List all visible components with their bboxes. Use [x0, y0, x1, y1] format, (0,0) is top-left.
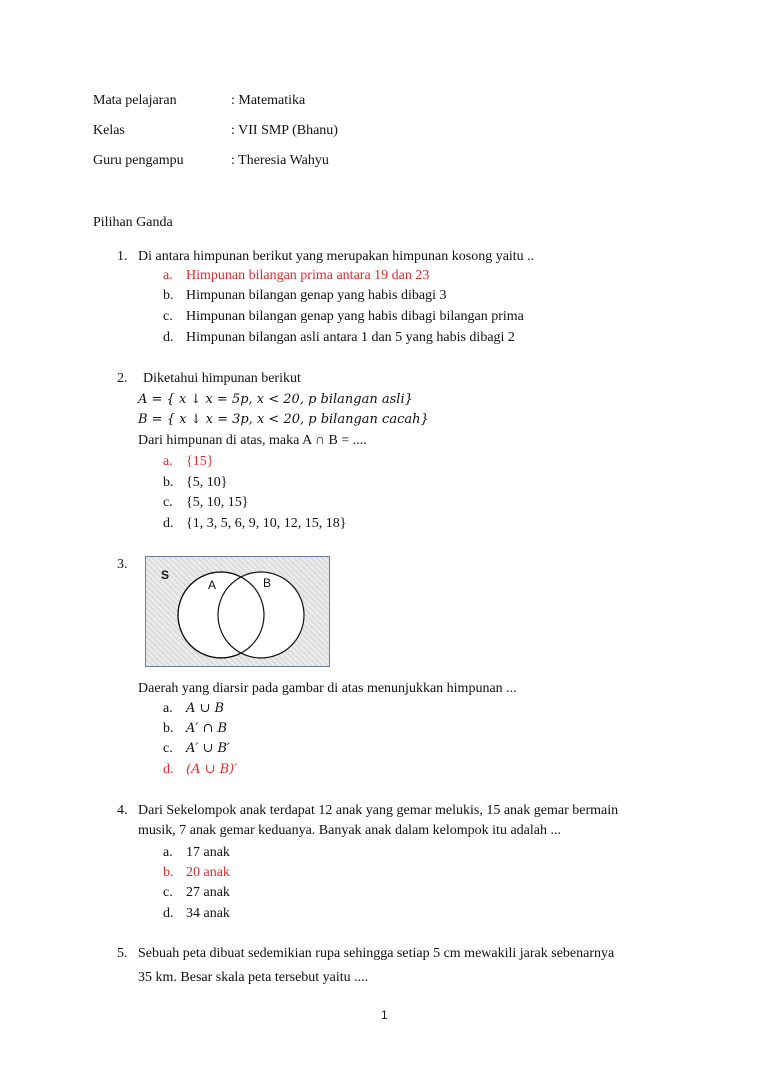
q3-option-b: A′ ∩ B — [186, 721, 228, 736]
q2-question: Dari himpunan di atas, maka A ∩ B = .... — [138, 433, 367, 448]
q2-option-d-letter: d. — [163, 516, 174, 531]
q3-text: Daerah yang diarsir pada gambar di atas menunjukkan himpunan ... — [138, 681, 517, 696]
q2-number: 2. — [117, 371, 128, 386]
q4-option-d-letter: d. — [163, 906, 174, 921]
q2-set-a: A = { x ↓ x = 5p, x < 20, p bilangan asli} — [138, 392, 413, 407]
q3-option-a-letter: a. — [163, 701, 173, 716]
q4-option-d: 34 anak — [186, 906, 230, 921]
q2-text: Diketahui himpunan berikut — [143, 371, 301, 386]
q5-line2: 35 km. Besar skala peta tersebut yaitu .... — [138, 970, 369, 985]
q1-option-c: Himpunan bilangan genap yang habis dibagi bilangan prima — [186, 309, 524, 324]
q3-option-b-letter: b. — [163, 721, 174, 736]
q4-option-b: 20 anak — [186, 865, 230, 880]
q2-option-c-letter: c. — [163, 495, 173, 510]
q2-option-a-letter: a. — [163, 454, 173, 469]
q3-number: 3. — [117, 557, 128, 572]
q2-option-a: {15} — [186, 454, 214, 469]
q3-option-d: (A ∪ B)′ — [186, 762, 238, 777]
q1-option-a-letter: a. — [163, 268, 173, 283]
subject-label: Mata pelajaran — [93, 93, 177, 108]
venn-universe-label: S — [161, 568, 170, 582]
q4-option-a: 17 anak — [186, 845, 230, 860]
q1-text: Di antara himpunan berikut yang merupakan himpunan kosong yaitu .. — [138, 249, 535, 264]
q4-option-a-letter: a. — [163, 845, 173, 860]
q4-option-c: 27 anak — [186, 885, 230, 900]
circle-b — [218, 572, 304, 658]
q3-option-d-letter: d. — [163, 762, 174, 777]
q1-option-d-letter: d. — [163, 330, 174, 345]
venn-a-label: A — [208, 578, 217, 592]
class-value: : VII SMP (Bhanu) — [231, 123, 338, 138]
q2-option-c: {5, 10, 15} — [186, 495, 249, 510]
q1-option-a: Himpunan bilangan prima antara 19 dan 23 — [186, 268, 430, 283]
venn-diagram — [145, 556, 330, 667]
q2-option-d: {1, 3, 5, 6, 9, 10, 12, 15, 18} — [186, 516, 347, 531]
class-label: Kelas — [93, 123, 125, 138]
q5-number: 5. — [117, 946, 128, 961]
q4-option-b-letter: b. — [163, 865, 174, 880]
q2-option-b-letter: b. — [163, 475, 174, 490]
q4-number: 4. — [117, 803, 128, 818]
q1-number: 1. — [117, 249, 128, 264]
q1-option-b: Himpunan bilangan genap yang habis dibagi 3 — [186, 288, 447, 303]
q3-option-c: A′ ∪ B′ — [186, 741, 231, 756]
q5-line1: Sebuah peta dibuat sedemikian rupa sehingga setiap 5 cm mewakili jarak sebenarnya — [138, 946, 615, 961]
q2-option-b: {5, 10} — [186, 475, 228, 490]
teacher-value: : Theresia Wahyu — [231, 153, 329, 168]
q4-option-c-letter: c. — [163, 885, 173, 900]
page-number: 1 — [381, 1008, 388, 1022]
q4-line2: musik, 7 anak gemar keduanya. Banyak anak dalam kelompok itu adalah ... — [138, 823, 561, 838]
q3-option-a: A ∪ B — [186, 701, 225, 716]
q1-option-d: Himpunan bilangan asli antara 1 dan 5 yang habis dibagi 2 — [186, 330, 515, 345]
q1-option-c-letter: c. — [163, 309, 173, 324]
section-title: Pilihan Ganda — [93, 215, 173, 230]
teacher-label: Guru pengampu — [93, 153, 184, 168]
q3-option-c-letter: c. — [163, 741, 173, 756]
subject-value: : Matematika — [231, 93, 306, 108]
venn-b-label: B — [263, 576, 272, 590]
q2-set-b: B = { x ↓ x = 3p, x < 20, p bilangan cacah} — [138, 412, 429, 427]
q1-option-b-letter: b. — [163, 288, 174, 303]
q4-line1: Dari Sekelompok anak terdapat 12 anak yang gemar melukis, 15 anak gemar bermain — [138, 803, 619, 818]
